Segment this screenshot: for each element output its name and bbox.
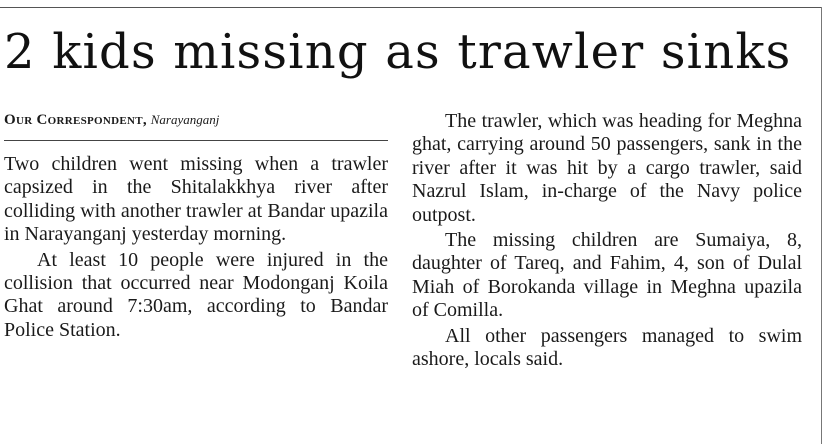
byline-author: Our Correspondent, [4,112,147,128]
article-column-left [4,110,388,342]
article-column-right [412,110,802,371]
article-headline: 2 kids missing as trawler sinks [4,24,792,80]
byline [4,110,388,130]
byline-divider [4,140,388,141]
article-paragraph: At least 10 people were injured in the collision that occurred near Modonganj Koila Ghat around 7:30am, according to Bandar Police Station. [4,248,388,341]
byline-location: Narayanganj [150,112,220,127]
article-paragraph: The trawler, which was heading for Meghna ghat, carrying around 50 passengers, sank in the river after it was hit by a cargo trawler, said Nazrul Islam, in-charge of the Navy police outpost. [412,110,802,226]
article-paragraph: The missing children are Sumaiya, 8, daughter of Tareq, and Fahim, 4, son of Dulal Miah of Borokanda village in Meghna upazila of Comilla. [412,229,802,322]
article-paragraph: Two children went missing when a trawler capsized in the Shitalakkhya river after colliding with another trawler at Bandar upazila in Narayanganj yesterday morning. [4,153,388,246]
right-border-rule [821,7,822,444]
top-border-rule [0,7,822,8]
article-paragraph: All other passengers managed to swim ashore, locals said. [412,324,802,371]
